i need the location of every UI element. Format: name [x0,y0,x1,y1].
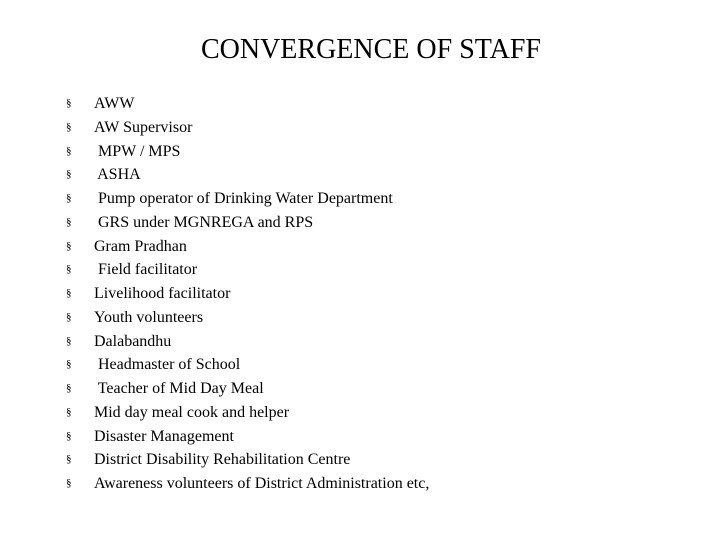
bullet-text: Pump operator of Drinking Water Department [94,190,393,207]
bullet-marker-icon: § [66,310,72,323]
bullet-marker-icon: § [66,477,72,489]
bullet-text: Teacher of Mid Day Meal [94,380,264,397]
bullet-text: GRS under MGNREGA and RPS [94,213,314,231]
bullet-text: MPW / MPS [94,142,181,160]
bullet-marker-icon: § [66,239,72,252]
bullet-text: AWW [94,95,135,112]
bullet-text: AW Supervisor [94,118,193,136]
bullet-marker-icon: § [66,263,72,276]
bullet-text: Awareness volunteers of District Administration etc, [94,475,430,492]
bullet-text: Headmaster of School [94,356,241,374]
bullet-text: Field facilitator [94,261,198,279]
bullet-marker-icon: § [66,168,72,181]
bullet-text: Dalabandhu [94,332,172,350]
slide-title: CONVERGENCE OF STAFF [200,34,542,65]
bullet-text: Disaster Management [94,427,234,445]
bullet-marker-icon: § [66,358,72,371]
bullet-marker-icon: § [66,429,72,442]
bullet-marker-icon: § [66,120,72,133]
bullet-marker-icon: § [66,144,72,157]
bullet-text: Livelihood facilitator [94,285,231,302]
bullet-text: Mid day meal cook and helper [94,403,290,421]
bullet-text: Youth volunteers [94,308,204,326]
bullet-text: ASHA [94,166,141,184]
bullet-marker-icon: § [66,405,72,418]
bullet-marker-icon: § [66,97,72,109]
bullet-marker-icon: § [66,192,72,204]
bullet-text: District Disability Rehabilitation Centre [94,451,351,469]
bullet-marker-icon: § [66,215,72,228]
bullet-marker-icon: § [66,334,72,347]
bullet-marker-icon: § [66,453,72,466]
bullet-marker-icon: § [66,382,72,394]
bullet-marker-icon: § [66,287,72,299]
bullet-text: Gram Pradhan [94,237,187,255]
